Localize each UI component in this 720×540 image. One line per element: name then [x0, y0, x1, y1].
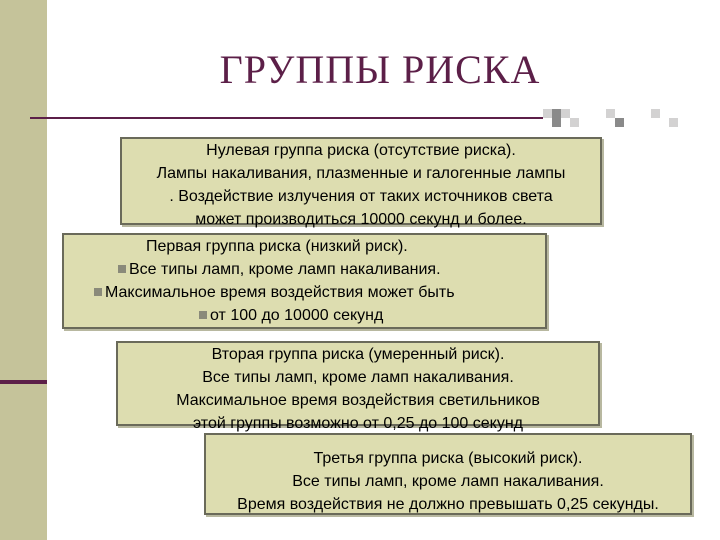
square-bullet-icon [118, 265, 126, 273]
left-decorative-band [0, 0, 47, 540]
risk-group-line: от 100 до 10000 секунд [210, 307, 384, 324]
risk-group-line: этой группы возможно от 0,25 до 100 секунд [192, 415, 524, 432]
risk-group-3-box [204, 433, 692, 515]
risk-group-1-box [62, 233, 547, 329]
risk-group-line: Максимальное время воздействия может быть [105, 284, 455, 301]
risk-group-line: Максимальное время воздействия светильников [176, 392, 540, 409]
risk-group-0-box [120, 137, 602, 228]
slide-title: ГРУППЫ РИСКА [219, 47, 541, 92]
left-accent-bar [0, 380, 47, 384]
risk-group-heading: Первая группа риска (низкий риск). [146, 238, 408, 255]
risk-group-line: Лампы накаливания, плазменные и галогенные лампы [156, 165, 566, 182]
risk-group-line: . Воздействие излучения от таких источников света [169, 188, 553, 205]
risk-group-line: Время воздействия не должно превышать 0,25 секунды. [237, 496, 659, 513]
risk-group-heading: Нулевая группа риска (отсутствие риска). [206, 142, 516, 159]
title-underline [30, 117, 543, 119]
risk-group-heading: Вторая группа риска (умеренный риск). [211, 346, 505, 363]
risk-group-2-box [116, 341, 600, 432]
square-bullet-icon [199, 311, 207, 319]
square-bullet-icon [94, 288, 102, 296]
risk-group-line: Все типы ламп, кроме ламп накаливания. [202, 369, 514, 386]
risk-group-line: Все типы ламп, кроме ламп накаливания. [129, 261, 441, 278]
risk-group-line: Все типы ламп, кроме ламп накаливания. [292, 473, 604, 490]
risk-group-line: может производиться 10000 секунд и более. [195, 211, 527, 228]
risk-group-heading: Третья группа риска (высокий риск). [313, 450, 583, 467]
decorative-squares [543, 109, 688, 127]
